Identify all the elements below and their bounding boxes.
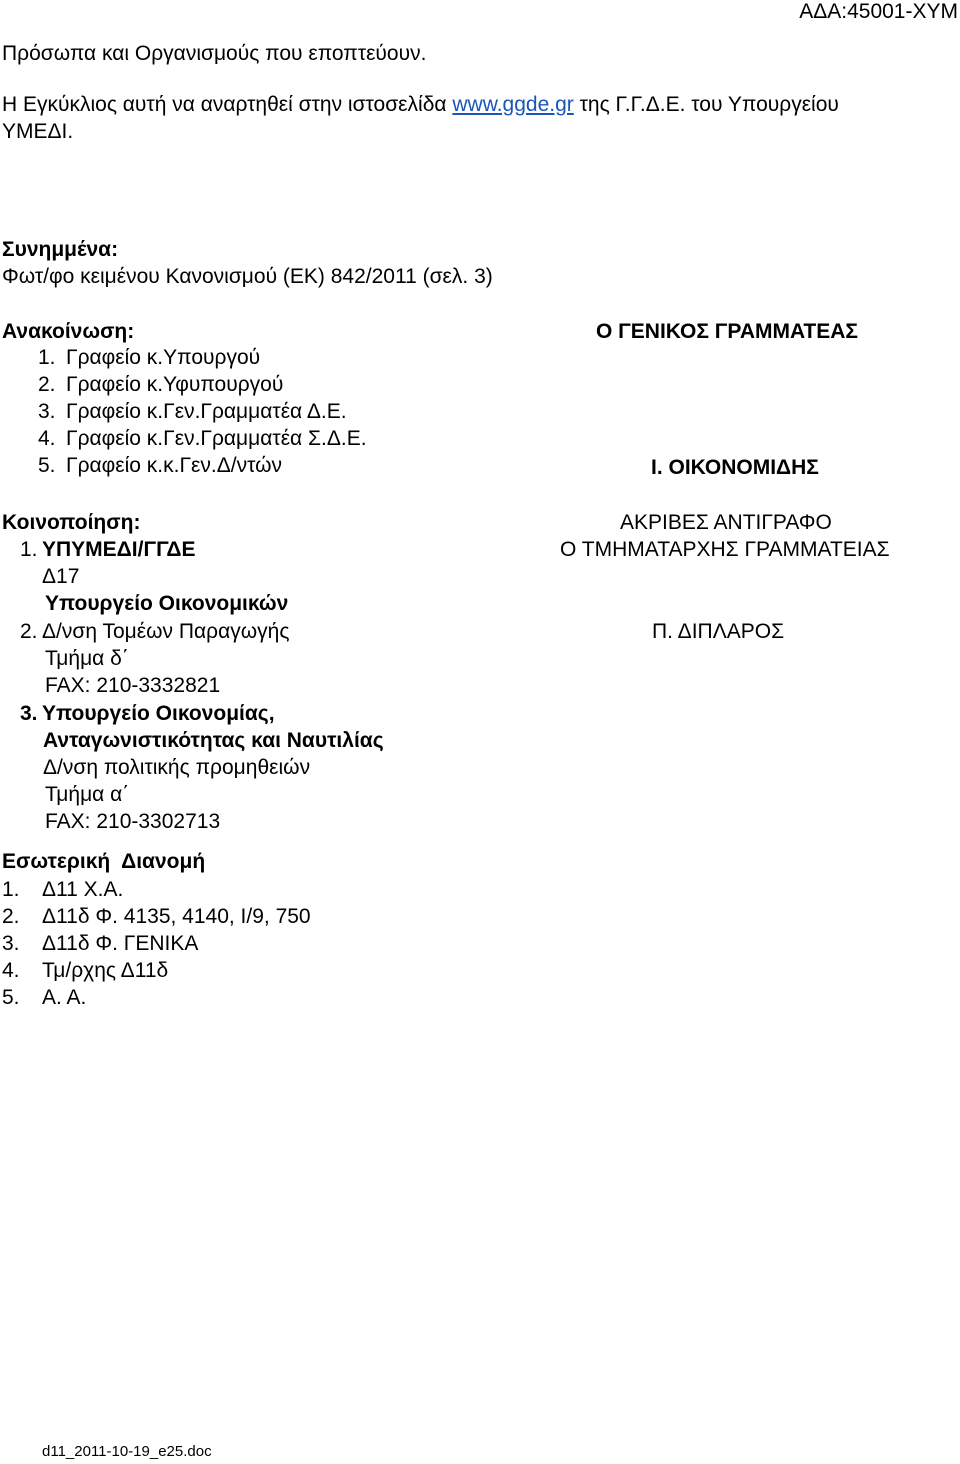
list-item: 3. Γραφείο κ.Γεν.Γραμματέα Δ.Ε. <box>38 400 347 423</box>
signatory-name: Ι. ΟΙΚΟΝΟΜΙΔΗΣ <box>651 456 819 479</box>
circular-posting-line-2: ΥΜΕΔΙ. <box>2 120 74 143</box>
secretary-general-title: Ο ΓΕΝΙΚΟΣ ΓΡΑΜΜΑΤΕΑΣ <box>596 320 859 343</box>
list-item: 5. Α. Α. <box>2 986 87 1009</box>
list-item: 2. Γραφείο κ.Υφυπουργού <box>38 373 284 396</box>
list-item: 2. Δ11δ Φ. 4135, 4140, Ι/9, 750 <box>2 905 311 928</box>
announcement-list <box>38 344 367 479</box>
internal-distribution-title: Εσωτερική Διανομή <box>2 850 206 873</box>
list-item: 4. Τμ/ρχης Δ11δ <box>2 959 169 982</box>
circular-suffix: της Γ.Γ.Δ.Ε. του Υπουργείου <box>573 93 839 116</box>
notification-title: Κοινοποίηση: <box>2 511 141 534</box>
list-item: 1. Γραφείο κ.Υπουργού <box>38 346 261 369</box>
true-copy-label: ΑΚΡΙΒΕΣ ΑΝΤΙΓΡΑΦΟ <box>620 511 832 534</box>
internal-distribution-list <box>2 876 311 1011</box>
attachments-text: Φωτ/φο κειμένου Κανονισμού (ΕΚ) 842/2011 (σελ. 3) <box>2 265 493 288</box>
supervised-persons-line: Πρόσωπα και Οργανισμούς που εποπτεύουν. <box>2 42 427 65</box>
copy-certifier-name: Π. ΔΙΠΛΑΡΟΣ <box>652 620 785 643</box>
ggde-link[interactable]: www.ggde.gr <box>452 93 574 116</box>
notification-item-3: 3. Υπουργείο Οικονομίας, Ανταγωνιστικότητας και Ναυτιλίας Δ/νση πολιτικής προμηθειών Τμήμα α΄ FAX: 210-3302713 <box>20 702 384 833</box>
circular-prefix: Η Εγκύκλιος αυτή να αναρτηθεί στην ιστοσελίδα <box>2 93 453 116</box>
attachments-title: Συνημμένα: <box>2 238 119 261</box>
list-item: 5. Γραφείο κ.κ.Γεν.Δ/ντών <box>38 454 282 477</box>
list-item: 4. Γραφείο κ.Γεν.Γραμματέα Σ.Δ.Ε. <box>38 427 367 450</box>
list-item: 3. Δ11δ Φ. ΓΕΝΙΚΑ <box>2 932 199 955</box>
list-item: 1. Δ11 Χ.Α. <box>2 878 124 901</box>
notification-item-1: 1. ΥΠΥΜΕΔΙ/ΓΓΔΕ Δ17 Υπουργείο Οικονομικών <box>20 538 289 615</box>
copy-certifier-role: Ο ΤΜΗΜΑΤΑΡΧΗΣ ΓΡΑΜΜΑΤΕΙΑΣ <box>560 538 890 561</box>
ada-code: ΑΔΑ:45001-ΧΥΜ <box>799 0 958 23</box>
notification-item-2: 2. Δ/νση Τομέων Παραγωγής Τμήμα δ΄ FAX: 210-3332821 <box>20 620 290 697</box>
footer-filename: d11_2011-10-19_e25.doc <box>42 1443 212 1460</box>
circular-posting-line <box>2 91 839 118</box>
announcement-title: Ανακοίνωση: <box>2 320 135 343</box>
